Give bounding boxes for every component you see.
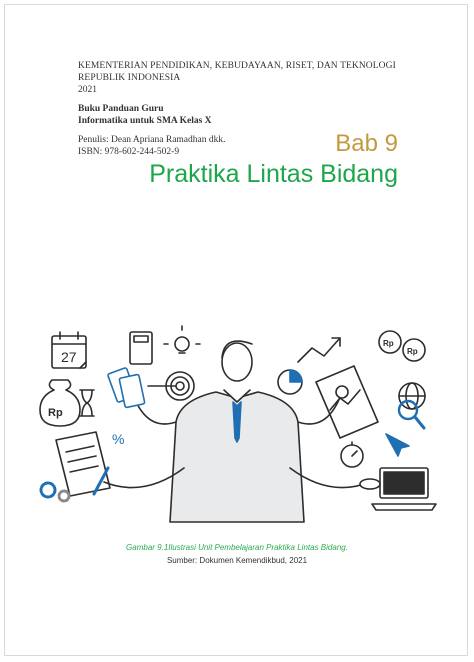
document-checklist-icon	[56, 432, 110, 496]
trend-chart-icon	[298, 338, 340, 362]
stopwatch-icon	[341, 442, 363, 467]
figure-source: Sumber: Dokumen Kemendikbud, 2021	[166, 556, 308, 565]
pie-chart-icon	[278, 370, 302, 394]
calendar-day: 27	[61, 349, 77, 365]
hourglass-icon	[80, 390, 94, 416]
figure-caption: Gambar 9.1Ilustrasi Unit Pembelajaran Praktika Lintas Bidang.	[126, 543, 348, 552]
author: Penulis: Dean Apriana Ramadhan dkk.	[78, 135, 226, 145]
publication-year: 2021	[78, 85, 97, 95]
calculator-icon	[130, 332, 152, 364]
globe-icon	[399, 383, 425, 409]
ministry-line-1: KEMENTERIAN PENDIDIKAN, KEBUDAYAAN, RISET, DAN TEKNOLOGI	[78, 61, 396, 71]
money-bag-icon	[40, 380, 80, 426]
laptop-icon	[372, 468, 436, 510]
money-bag-label: Rp	[48, 407, 63, 419]
gears-icon	[41, 483, 69, 501]
isbn: ISBN: 978-602-244-502-9	[78, 147, 180, 157]
lightbulb-icon	[164, 326, 200, 353]
chapter-number: Bab 9	[335, 130, 398, 157]
chapter-title: Praktika Lintas Bidang	[149, 160, 398, 188]
coin-label-1: Rp	[383, 339, 394, 348]
book-title-line-1: Buku Panduan Guru	[78, 104, 164, 114]
book-title-line-2: Informatika untuk SMA Kelas X	[78, 116, 212, 126]
chapter-illustration	[28, 318, 446, 530]
target-icon	[148, 372, 194, 400]
report-chart-icon	[316, 366, 378, 438]
cursor-icon	[386, 434, 409, 456]
coin-label-2: Rp	[407, 347, 418, 356]
ministry-line-2: REPUBLIK INDONESIA	[78, 73, 181, 83]
percent-sign: %	[112, 431, 125, 447]
